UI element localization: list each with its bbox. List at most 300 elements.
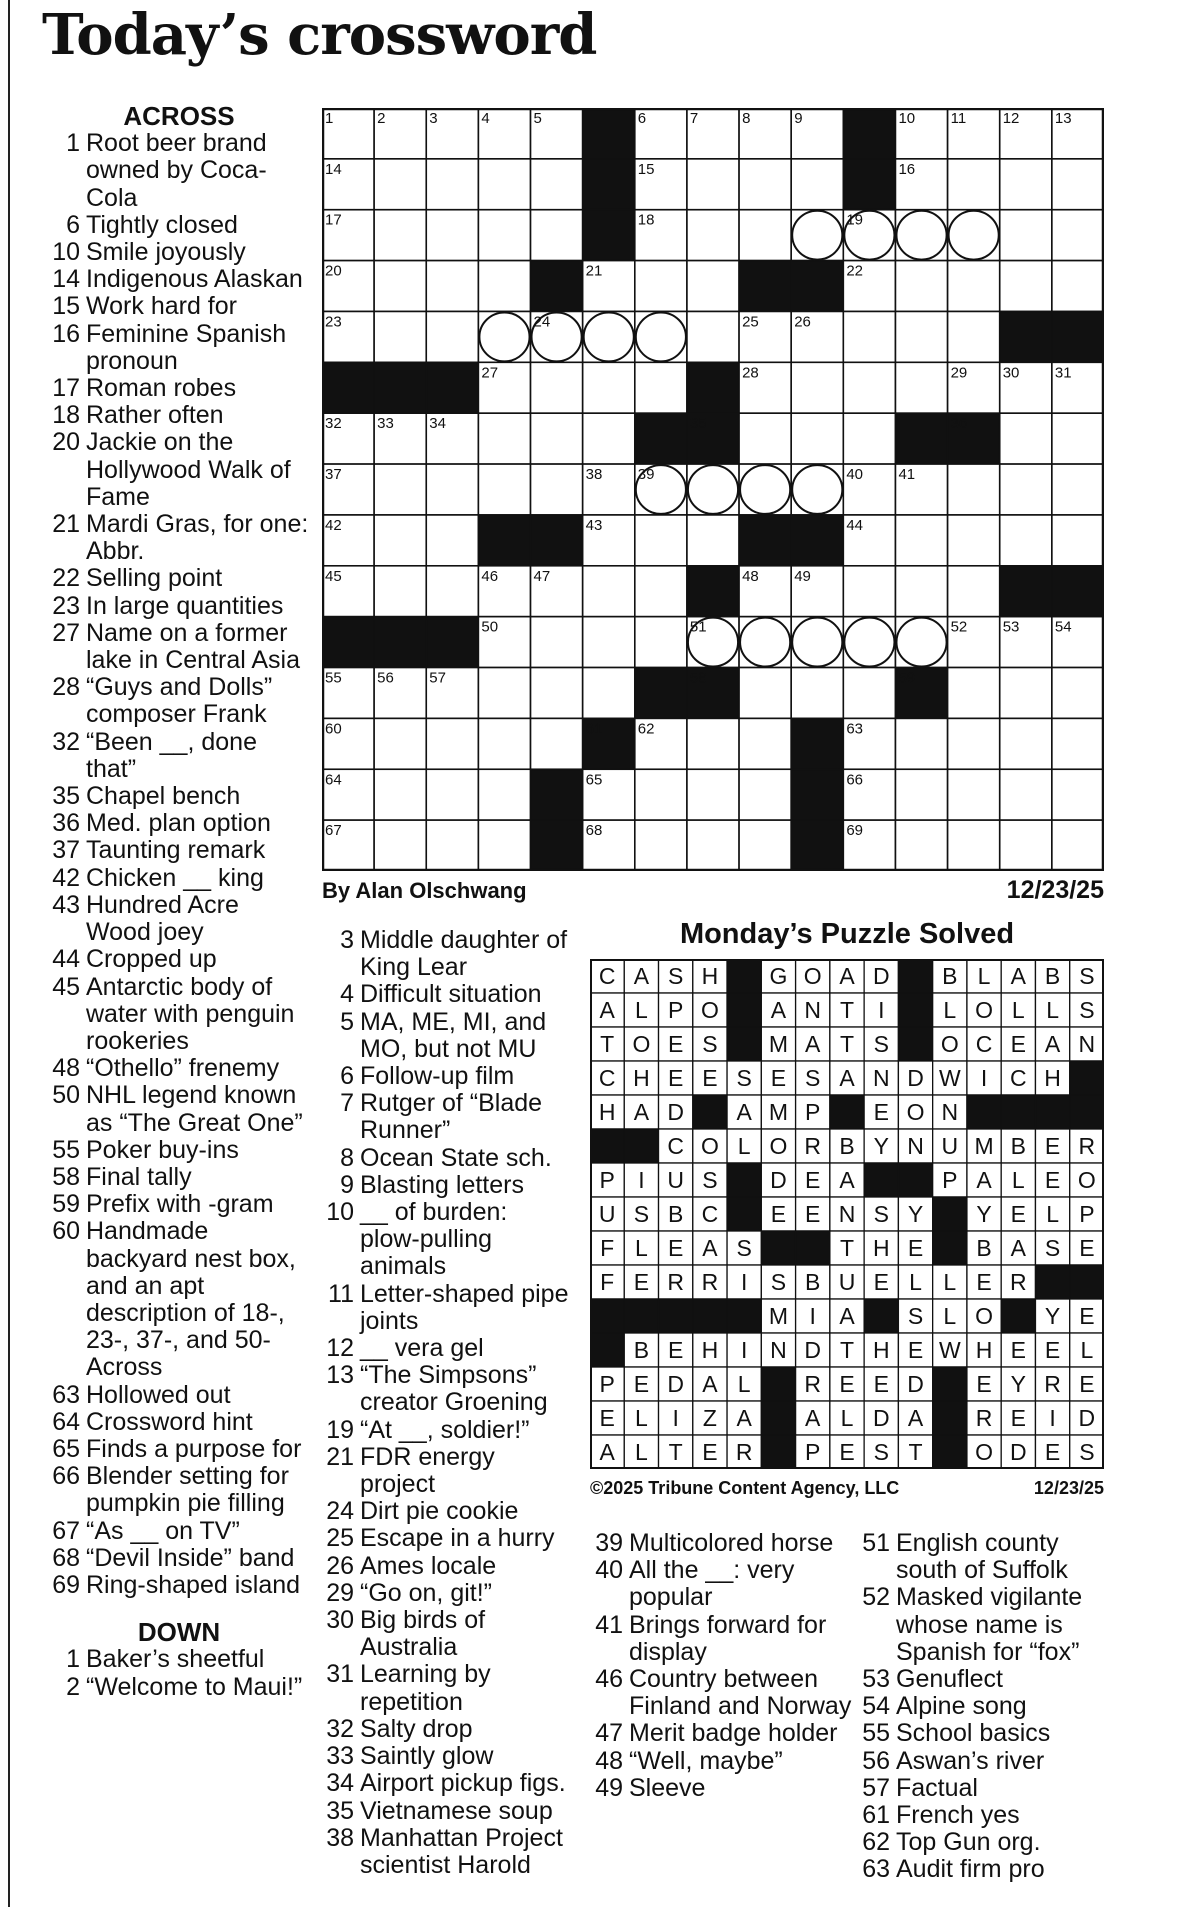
grid-cell[interactable] — [948, 718, 1000, 769]
down-clue-35[interactable] — [322, 1798, 572, 1825]
grid-cell[interactable] — [791, 159, 843, 210]
across-clue-50[interactable] — [48, 1082, 310, 1136]
solution-letter: L — [977, 963, 991, 989]
down-clue-63[interactable] — [858, 1856, 1118, 1883]
across-clue-37[interactable] — [48, 837, 310, 864]
grid-cell[interactable] — [895, 515, 947, 566]
grid-cell[interactable] — [1000, 515, 1052, 566]
solution-letter: O — [700, 997, 719, 1023]
grid-cell[interactable] — [635, 261, 687, 312]
clue-text: MA, ME, MI, and MO, but not MU — [360, 1007, 547, 1063]
solution-letter: L — [635, 1235, 648, 1261]
grid-cell[interactable] — [791, 413, 843, 464]
grid-cell[interactable] — [843, 566, 895, 617]
solution-letter: I — [741, 1337, 748, 1363]
grid-cell[interactable] — [374, 718, 426, 769]
down-clue-41[interactable] — [591, 1612, 853, 1666]
across-clue-44[interactable] — [48, 946, 310, 973]
down-clue-6[interactable] — [322, 1063, 572, 1090]
clue-text: Poker buy-ins — [86, 1135, 239, 1164]
grid-cell[interactable] — [478, 413, 530, 464]
down-clue-7[interactable] — [322, 1090, 572, 1144]
down-clue-2[interactable] — [48, 1674, 310, 1701]
solution-letter: D — [1078, 1405, 1096, 1431]
cell-number: 14 — [325, 160, 342, 178]
grid-cell[interactable] — [374, 159, 426, 210]
grid-cell[interactable] — [843, 668, 895, 719]
grid-cell[interactable] — [1052, 261, 1104, 312]
solution-letter: E — [805, 1167, 821, 1193]
grid-cell[interactable] — [1052, 668, 1104, 719]
solution-letter: L — [1011, 1167, 1025, 1193]
down-clue-9[interactable] — [322, 1172, 572, 1199]
grid-cell[interactable] — [374, 820, 426, 871]
grid-cell[interactable] — [374, 261, 426, 312]
across-clue-55[interactable] — [48, 1137, 310, 1164]
grid-cell[interactable] — [739, 413, 791, 464]
grid-cell[interactable] — [791, 362, 843, 413]
clue-number: 6 — [340, 1062, 354, 1091]
down-clue-38[interactable] — [322, 1825, 572, 1879]
grid-cell[interactable] — [426, 515, 478, 566]
solution-letter: T — [600, 1031, 615, 1057]
black-square — [531, 515, 583, 566]
grid-cell[interactable] — [739, 820, 791, 871]
solution-letter: I — [672, 1405, 679, 1431]
across-clue-63[interactable] — [48, 1382, 310, 1409]
across-clue-22[interactable] — [48, 565, 310, 592]
solution-letter: H — [975, 1337, 993, 1363]
grid-cell[interactable] — [531, 668, 583, 719]
black-square — [426, 617, 478, 668]
grid-cell[interactable] — [478, 769, 530, 820]
clue-text: Ames locale — [360, 1551, 497, 1580]
grid-cell[interactable] — [687, 515, 739, 566]
cell-number: 50 — [481, 618, 499, 636]
grid-cell[interactable] — [739, 769, 791, 820]
grid-cell[interactable] — [426, 566, 478, 617]
black-square — [843, 159, 895, 210]
grid-cell[interactable] — [635, 515, 687, 566]
solution-letter: B — [1010, 1133, 1027, 1159]
clue-number: 34 — [326, 1769, 354, 1798]
down-clue-57[interactable] — [858, 1775, 1118, 1802]
grid-cell[interactable] — [583, 362, 635, 413]
solution-letter: C — [1010, 1065, 1027, 1091]
solution-letter: S — [770, 1269, 787, 1295]
down-clue-1[interactable] — [48, 1646, 310, 1673]
down-clue-40[interactable] — [591, 1557, 853, 1611]
grid-cell[interactable] — [478, 210, 530, 261]
solution-letter: N — [804, 997, 822, 1023]
down-clues-column-4 — [858, 1530, 1118, 1884]
grid-cell[interactable] — [895, 566, 947, 617]
solution-letter: B — [667, 1201, 684, 1227]
down-clue-49[interactable] — [591, 1775, 853, 1802]
grid-cell[interactable] — [1000, 464, 1052, 515]
grid-cell[interactable] — [478, 261, 530, 312]
down-clue-24[interactable] — [322, 1498, 572, 1525]
solution-letter: S — [702, 1031, 718, 1057]
grid-cell[interactable] — [531, 617, 583, 668]
solution-letter: R — [1078, 1133, 1096, 1159]
solution-letter: C — [667, 1133, 684, 1159]
grid-cell[interactable] — [1000, 261, 1052, 312]
grid-cell[interactable] — [374, 769, 426, 820]
down-clue-39[interactable] — [591, 1530, 853, 1557]
grid-cell[interactable] — [687, 210, 739, 261]
solution-letter: B — [942, 963, 958, 989]
grid-cell[interactable] — [687, 769, 739, 820]
down-clue-55[interactable] — [858, 1720, 1118, 1747]
grid-cell[interactable] — [531, 413, 583, 464]
grid-cell[interactable] — [1052, 718, 1104, 769]
cell-number: 39 — [637, 466, 655, 484]
grid-cell[interactable] — [948, 464, 1000, 515]
down-clue-53[interactable] — [858, 1666, 1118, 1693]
clue-number: 39 — [595, 1529, 623, 1557]
solution-letter: E — [667, 1337, 684, 1363]
down-clue-52[interactable] — [858, 1584, 1118, 1666]
down-clue-34[interactable] — [322, 1770, 572, 1797]
across-clue-32[interactable] — [48, 729, 310, 783]
grid-cell[interactable] — [1000, 413, 1052, 464]
down-clue-5[interactable] — [322, 1009, 572, 1063]
cell-number: 58 — [689, 669, 707, 687]
grid-cell[interactable] — [478, 159, 530, 210]
down-clue-46[interactable] — [591, 1666, 853, 1720]
across-clue-69[interactable] — [48, 1572, 310, 1599]
solution-letter: H — [1044, 1065, 1061, 1091]
solution-letter: A — [702, 1235, 718, 1261]
clue-text: Rutger of “Blade Runner” — [360, 1089, 543, 1145]
down-clue-56[interactable] — [858, 1748, 1118, 1775]
solution-letter: H — [701, 963, 719, 989]
solution-letter: H — [701, 1337, 719, 1363]
down-clue-3[interactable] — [322, 927, 572, 981]
solution-black-square — [933, 1231, 967, 1265]
cell-number: 25 — [742, 313, 759, 331]
solution-letter: S — [736, 1065, 752, 1091]
cell-number: 17 — [325, 211, 342, 229]
black-square — [374, 362, 426, 413]
cell-number: 8 — [742, 110, 751, 127]
crossword-grid[interactable] — [322, 108, 1104, 871]
across-clue-10[interactable] — [48, 239, 310, 266]
grid-cell[interactable] — [739, 718, 791, 769]
clue-text: “The Simpsons” creator Groening — [360, 1361, 548, 1417]
solution-letter: O — [1077, 1167, 1096, 1193]
clue-number: 16 — [52, 319, 80, 348]
down-clue-51[interactable] — [858, 1530, 1118, 1584]
across-clue-18[interactable] — [48, 402, 310, 429]
cell-number: 53 — [1002, 618, 1020, 636]
grid-cell[interactable] — [1052, 515, 1104, 566]
grid-cell[interactable] — [531, 464, 583, 515]
solution-black-square — [830, 1095, 864, 1129]
down-clue-48[interactable] — [591, 1748, 853, 1775]
grid-cell[interactable] — [895, 311, 947, 362]
solution-letter: A — [839, 963, 855, 989]
grid-cell[interactable] — [948, 261, 1000, 312]
clue-text: Antarctic body of water with penguin rookeries — [86, 972, 295, 1055]
cell-number: 5 — [533, 110, 542, 127]
solution-letter: L — [1046, 997, 1059, 1023]
grid-cell[interactable] — [948, 769, 1000, 820]
solution-letter: S — [1079, 963, 1095, 989]
black-square — [322, 362, 374, 413]
solution-black-square — [1070, 1095, 1104, 1129]
grid-cell[interactable] — [426, 820, 478, 871]
down-clue-26[interactable] — [322, 1553, 572, 1580]
grid-cell[interactable] — [687, 159, 739, 210]
grid-cell[interactable] — [948, 820, 1000, 871]
clue-text: All the __: very popular — [629, 1556, 795, 1612]
down-clue-12[interactable] — [322, 1335, 572, 1362]
grid-cell[interactable] — [426, 210, 478, 261]
clue-text: Jackie on the Hollywood Walk of Fame — [86, 428, 291, 511]
solution-letter: E — [976, 1269, 992, 1295]
grid-cell[interactable] — [1000, 718, 1052, 769]
solution-letter: E — [839, 1371, 855, 1397]
down-clue-47[interactable] — [591, 1720, 853, 1747]
solution-letter: L — [840, 1405, 854, 1431]
grid-cell[interactable] — [739, 668, 791, 719]
clue-text: Med. plan option — [86, 809, 271, 838]
across-clue-66[interactable] — [48, 1463, 310, 1517]
grid-cell[interactable] — [583, 413, 635, 464]
across-clue-43[interactable] — [48, 892, 310, 946]
clue-number: 6 — [66, 210, 80, 239]
across-clue-28[interactable] — [48, 674, 310, 728]
down-clue-54[interactable] — [858, 1693, 1118, 1720]
grid-cell[interactable] — [1052, 210, 1104, 261]
solution-letter: E — [1079, 1303, 1095, 1329]
cell-number: 9 — [794, 110, 803, 127]
solution-letter: S — [736, 1235, 752, 1261]
solution-letter: A — [1010, 963, 1027, 989]
down-clue-11[interactable] — [322, 1281, 572, 1335]
grid-cell[interactable] — [1052, 769, 1104, 820]
clue-number: 45 — [52, 972, 80, 1001]
across-clue-58[interactable] — [48, 1164, 310, 1191]
grid-cell[interactable] — [531, 718, 583, 769]
across-clue-45[interactable] — [48, 974, 310, 1056]
down-clue-13[interactable] — [322, 1362, 572, 1416]
grid-cell[interactable] — [635, 362, 687, 413]
across-clue-6[interactable] — [48, 212, 310, 239]
grid-cell[interactable] — [1052, 464, 1104, 515]
down-clue-19[interactable] — [322, 1417, 572, 1444]
down-clue-33[interactable] — [322, 1743, 572, 1770]
clue-text: Middle daughter of King Lear — [360, 926, 568, 982]
solution-letter: O — [906, 1099, 925, 1125]
grid-cell[interactable] — [426, 464, 478, 515]
across-clue-27[interactable] — [48, 620, 310, 674]
grid-cell[interactable] — [531, 362, 583, 413]
clue-text: Work hard for — [86, 292, 237, 321]
clue-number: 68 — [52, 1543, 80, 1572]
grid-cell[interactable] — [791, 668, 843, 719]
across-clue-36[interactable] — [48, 810, 310, 837]
solution-letter: B — [633, 1337, 650, 1363]
across-clue-68[interactable] — [48, 1545, 310, 1572]
solution-letter: S — [702, 1167, 718, 1193]
grid-cell[interactable] — [1000, 668, 1052, 719]
across-clue-17[interactable] — [48, 375, 310, 402]
solution-letter: Z — [702, 1405, 717, 1431]
grid-cell[interactable] — [478, 820, 530, 871]
across-clue-14[interactable] — [48, 266, 310, 293]
grid-cell[interactable] — [1052, 413, 1104, 464]
down-clue-29[interactable] — [322, 1580, 572, 1607]
solution-letter: L — [737, 1133, 751, 1159]
grid-cell[interactable] — [895, 261, 947, 312]
solution-letter: R — [667, 1269, 684, 1295]
solution-letter: T — [839, 1235, 855, 1261]
solution-black-square — [624, 1129, 658, 1163]
clue-number: 57 — [862, 1773, 890, 1802]
down-clue-62[interactable] — [858, 1829, 1118, 1856]
black-square — [531, 769, 583, 820]
grid-cell[interactable] — [583, 566, 635, 617]
grid-cell[interactable] — [478, 668, 530, 719]
clue-text: English county south of Suffolk — [896, 1529, 1068, 1585]
grid-cell[interactable] — [843, 362, 895, 413]
solution-letter: B — [976, 1235, 992, 1261]
across-clue-64[interactable] — [48, 1409, 310, 1436]
grid-cell[interactable] — [635, 566, 687, 617]
across-clue-48[interactable] — [48, 1055, 310, 1082]
down-clue-25[interactable] — [322, 1525, 572, 1552]
solution-letter: A — [633, 963, 650, 989]
grid-cell[interactable] — [583, 617, 635, 668]
clue-text: Alpine song — [896, 1692, 1027, 1721]
cell-number: 22 — [846, 262, 864, 280]
grid-cell[interactable] — [374, 210, 426, 261]
solution-letter: E — [770, 1065, 787, 1091]
solution-letter: E — [976, 1371, 992, 1397]
grid-cell[interactable] — [1052, 820, 1104, 871]
grid-cell[interactable] — [1000, 210, 1052, 261]
grid-cell[interactable] — [531, 210, 583, 261]
down-clue-61[interactable] — [858, 1802, 1118, 1829]
grid-cell[interactable] — [687, 261, 739, 312]
across-clue-20[interactable] — [48, 429, 310, 511]
down-clue-4[interactable] — [322, 981, 572, 1008]
solution-letter: O — [975, 1439, 994, 1465]
grid-cell[interactable] — [687, 718, 739, 769]
across-clue-60[interactable] — [48, 1218, 310, 1381]
grid-cell[interactable] — [583, 668, 635, 719]
down-clue-31[interactable] — [322, 1661, 572, 1715]
grid-cell[interactable] — [426, 159, 478, 210]
grid-cell[interactable] — [531, 159, 583, 210]
grid-cell[interactable] — [426, 718, 478, 769]
grid-cell[interactable] — [426, 261, 478, 312]
grid-cell[interactable] — [1052, 159, 1104, 210]
grid-cell[interactable] — [1000, 769, 1052, 820]
grid-cell[interactable] — [895, 769, 947, 820]
grid-cell[interactable] — [374, 566, 426, 617]
grid-cell[interactable] — [687, 820, 739, 871]
across-clues-column — [48, 103, 310, 1701]
grid-cell[interactable] — [948, 311, 1000, 362]
grid-cell[interactable] — [739, 159, 791, 210]
across-clue-59[interactable] — [48, 1191, 310, 1218]
solution-letter: R — [804, 1371, 822, 1397]
black-square — [739, 261, 791, 312]
across-clue-1[interactable] — [48, 130, 310, 212]
cell-number: 43 — [585, 516, 603, 534]
grid-cell[interactable] — [374, 515, 426, 566]
clue-number: 59 — [52, 1190, 80, 1219]
across-clue-15[interactable] — [48, 293, 310, 320]
across-clue-35[interactable] — [48, 783, 310, 810]
down-clue-8[interactable] — [322, 1145, 572, 1172]
grid-cell[interactable] — [426, 769, 478, 820]
grid-cell[interactable] — [478, 718, 530, 769]
grid-cell[interactable] — [948, 159, 1000, 210]
down-clue-32[interactable] — [322, 1716, 572, 1743]
solution-black-square — [727, 1197, 761, 1231]
grid-cell[interactable] — [1000, 820, 1052, 871]
grid-cell[interactable] — [374, 311, 426, 362]
grid-cell[interactable] — [843, 311, 895, 362]
grid-cell[interactable] — [426, 311, 478, 362]
solution-letter: P — [805, 1439, 821, 1465]
grid-cell[interactable] — [895, 362, 947, 413]
across-clue-23[interactable] — [48, 593, 310, 620]
clue-number: 48 — [52, 1054, 80, 1083]
black-square — [1052, 311, 1104, 362]
grid-cell[interactable] — [895, 718, 947, 769]
grid-cell[interactable] — [687, 311, 739, 362]
grid-cell[interactable] — [635, 617, 687, 668]
solution-letter: A — [736, 1405, 752, 1431]
grid-cell[interactable] — [739, 210, 791, 261]
grid-cell[interactable] — [948, 566, 1000, 617]
grid-cell[interactable] — [948, 668, 1000, 719]
grid-cell[interactable] — [895, 820, 947, 871]
clue-text: Sleeve — [629, 1773, 706, 1802]
clue-text: Dirt pie cookie — [360, 1497, 519, 1526]
down-clue-30[interactable] — [322, 1607, 572, 1661]
solution-letter: P — [599, 1371, 615, 1397]
across-clue-65[interactable] — [48, 1436, 310, 1463]
grid-cell[interactable] — [1000, 159, 1052, 210]
solution-letter: U — [838, 1269, 856, 1295]
clue-text: Chapel bench — [86, 782, 241, 811]
down-clue-10[interactable] — [322, 1199, 572, 1281]
cell-number: 6 — [637, 110, 647, 127]
grid-cell[interactable] — [478, 464, 530, 515]
across-clue-42[interactable] — [48, 865, 310, 892]
across-clue-21[interactable] — [48, 511, 310, 565]
clue-number: 14 — [52, 265, 80, 294]
down-clue-21[interactable] — [322, 1444, 572, 1498]
solution-black-square — [796, 1231, 830, 1265]
grid-cell[interactable] — [635, 769, 687, 820]
grid-cell[interactable] — [374, 464, 426, 515]
black-square — [1000, 566, 1052, 617]
across-clue-16[interactable] — [48, 321, 310, 375]
across-clue-67[interactable] — [48, 1518, 310, 1545]
grid-cell[interactable] — [948, 515, 1000, 566]
grid-cell[interactable] — [843, 413, 895, 464]
grid-cell[interactable] — [635, 820, 687, 871]
solution-black-square — [1035, 1095, 1069, 1129]
